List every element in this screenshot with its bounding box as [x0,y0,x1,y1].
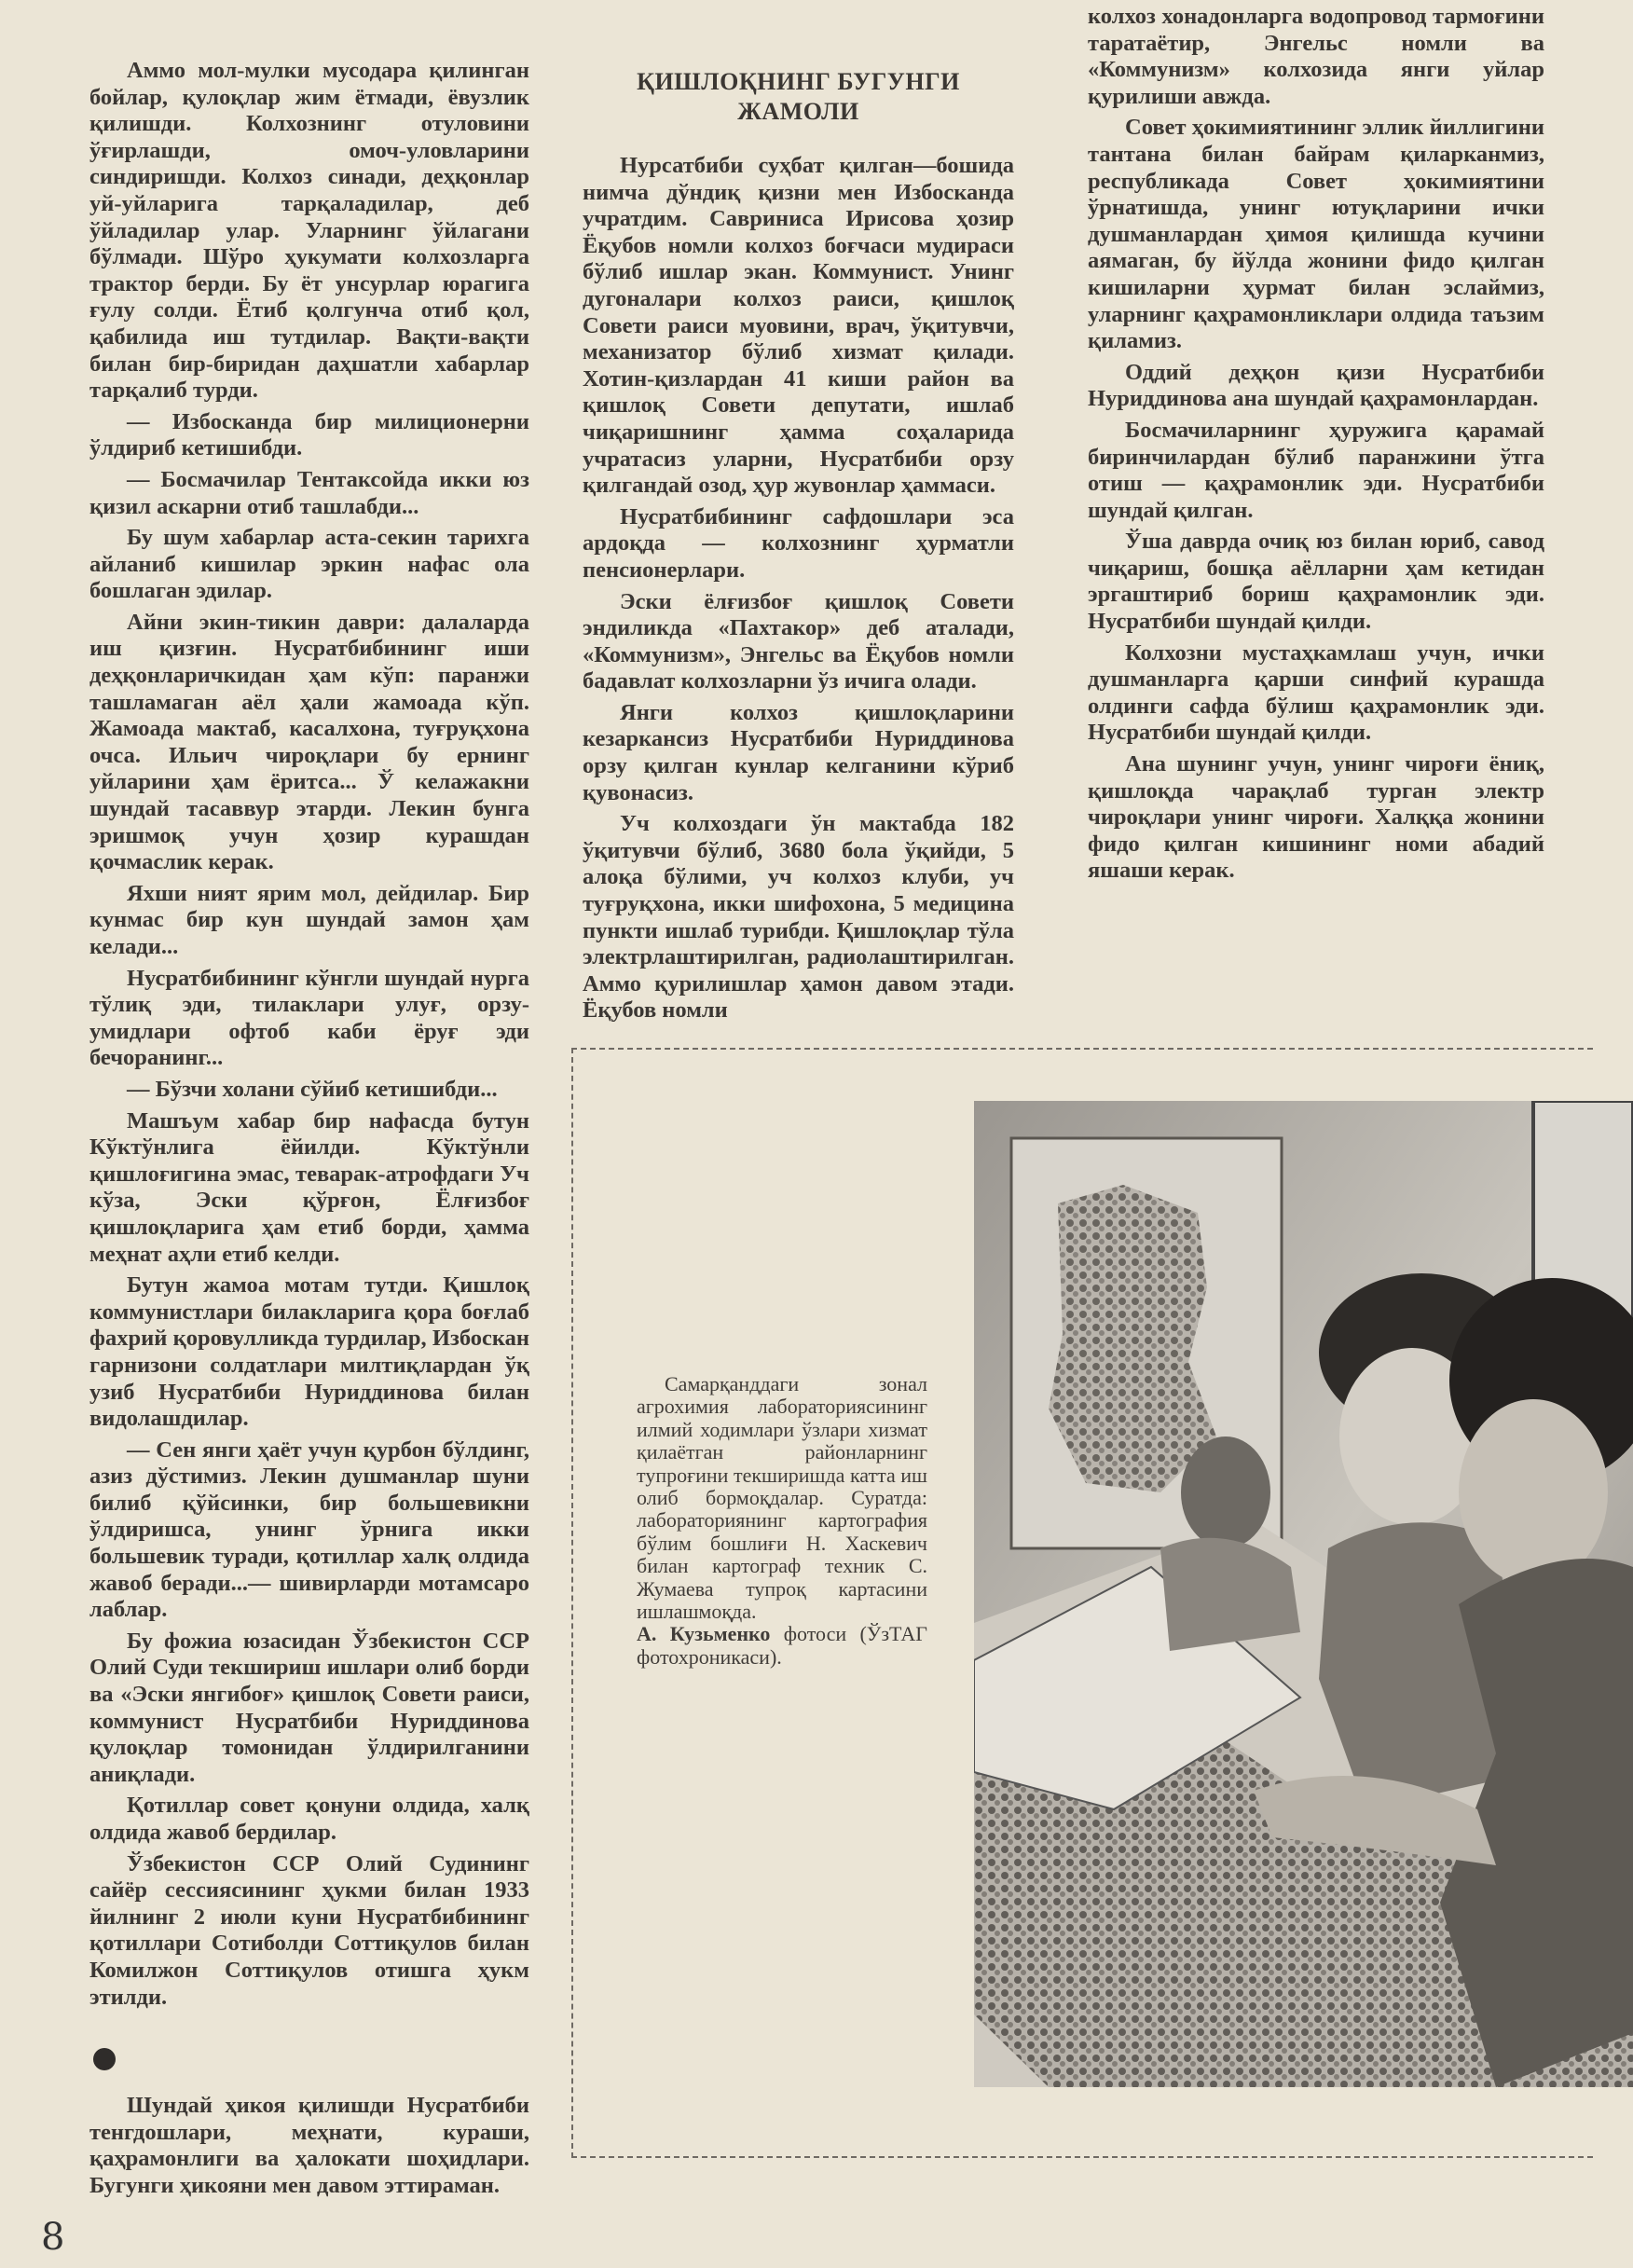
paragraph: Бутун жамоа мотам тутди. Қишлоқ коммунистлари билакларига қора боғлаб фахрий қоровулликда турдилар, Избоскан гарнизони солдатлари милтиқлардан ўқ узиб Нусратбиби Нуриддинова билан видолашдилар. [89,1272,529,1432]
laboratory-photo [974,1101,1633,2087]
section-bullet-icon [93,2048,116,2070]
paragraph: Нурсатбиби суҳбат қилган—бошида нимча дўндиқ қизни мен Избосканда учратдим. Савриниса Ирисова ҳозир Ёқубов номли колхоз боғчаси мудираси бўлиб ишлар экан. Коммунист. Унинг дугоналари колхоз раиси, қишлоқ Совети раиси муовини, врач, ўқитувчи, механизатор бўлиб хизмат қилади. Хотин-қизлардан 41 киши район ва қишлоқ Совети депутати, ишлаб чиқаришнинг ҳамма соҳаларида учратасиз уларни, Нусратбиби орзу қилгандай озод, ҳур жувонлар ҳаммаси. [583,153,1014,499]
page-number: 8 [41,2215,65,2259]
paragraph: Бу шум хабарлар аста-секин тарихга айланиб кишилар эркин нафас ола бошлаган эдилар. [89,525,529,604]
credit-source: фотоси (ЎзТАГ фотохроникаси). [637,1622,928,1669]
paragraph: Ўша даврда очиқ юз билан юриб, савод чиқариш, бошқа аёлларни ҳам кетидан эргаштириб бориш қаҳрамонлик эди. Нусратбиби шундай қилди. [1088,529,1544,635]
woman-right-face [1459,1399,1608,1586]
paragraph: Янги колхоз қишлоқларини кезаркансиз Нусратбиби Нуриддинова орзу қилган кунлар келганини кўриб қувонасиз. [583,699,1014,805]
title-line: ҚИШЛОҚНИНГ БУГУНГИ [637,68,960,95]
paragraph: Бу фожиа юзасидан Ўзбекистон ССР Олий Суди текшириш ишлари олиб борди ва «Эски янгибоғ» қишлоқ Совети раиси, коммунист Нусратбиби Нуриддинова қулоқлар томонидан ўлдирилганини аниқлади. [89,1628,529,1787]
paragraph: Нусратбибининг сафдошлари эса ардоқда — колхознинг ҳурматли пенсионерлари. [583,503,1014,583]
continued-paragraph: колхоз хонадонларга водопровод тармоғини таратаётир, Энгельс номли ва «Коммунизм» колхозида янги уйлар қурилиши авжда. [1088,4,1544,109]
paragraph: Айни экин-тикин даври: далаларда иш қизғин. Нусратбибининг иши деҳқонларичкидан ҳам кўп: паранжи ташламаган аёл ҳали жамоада кўп. Жамоада мактаб, касалхона, туғруқхона очса. Ильич чироқлари бу ернинг уйларини ҳам ёритса... Ў келажакни шундай тасаввур этарди. Лекин бунга эришмоқ учун ҳозир курашдан қочмаслик керак. [89,609,529,875]
paragraph: Яхши ният ярим мол, дейдилар. Бир кунмас бир кун шундай замон ҳам келади... [89,880,529,959]
right-column [1088,4,1544,889]
paragraph: Уч колхоздаги ўн мактабда 182 ўқитувчи бўлиб, 3680 бола ўқийди, 5 алоқа бўлими, уч колхоз клуби, уч туғруқхона, икки шифохона, 5 медицина пункти ишлаб турибди. Қишлоқлар тўла электрлаштирилган, радиолаштирилган. Аммо қурилишлар ҳамон давом этади. Ёқубов номли [583,811,1014,1024]
caption-text: Самарқанддаги зонал агрохимия лабораториясининг илмий ходимлари ўзлари хизмат қилаётган районларнинг тупроғини текширишда катта иш олиб бормоқдалар. Суратда: лабораториянинг картография бўлим бошлиғи Н. Хаскевич билан картограф техник С. Жумаева тупроқ картасини ишлашмоқда. [637,1372,927,1624]
paragraph: — Бўзчи холани сўйиб кетишибди... [127,1076,498,1102]
paragraph: Ана шунинг учун, унинг чироғи ёниқ, қишлоқда чарақлаб турган электр чироқлари унинг чироғи. Халққа жонини фидо қилган кишининг номи абадий яшаши керак. [1088,751,1544,884]
paragraph: Машъум хабар бир нафасда бутун Кўктўнлига ёйилди. Кўктўнли қишлоғигина эмас, теварак-атрофдаги Уч кўза, Эски қўрғон, Ёлғизбоғ қишлоқларига ҳам етиб борди, ҳамма меҳнат аҳли етиб келди. [89,1107,529,1267]
section-title [583,67,1014,127]
paragraph: Ўзбекистон ССР Олий Судининг сайёр сессиясининг ҳукми билан 1933 йилнинг 2 июли куни Нусратбибининг қотиллари Сотиболди Соттиқулов билан Комилжон Соттиқулов отишга ҳукм этилди. [89,1850,529,2010]
paragraph: Босмачиларнинг ҳуружига қарамай биринчилардан бўлиб паранжини ўтга отиш — қаҳрамонлик эди. Нусратбиби шундай қилган. [1088,417,1544,523]
left-column [89,58,529,2205]
paragraph: Оддий деҳқон қизи Нусратбиби Нуриддинова ана шундай қаҳрамонлардан. [1088,359,1544,412]
photo-caption [637,1373,927,1669]
photo-credit [637,1623,927,1669]
closing-paragraph: Шундай ҳикоя қилишди Нусратбиби тенгдошлари, меҳнати, кураши, қаҳрамонлиги ва ҳалокати шоҳидлари. Бугунги ҳикояни мен давом эттираман. [89,2093,529,2198]
paragraph: — Босмачилар Тентаксойда икки юз қизил аскарни отиб ташлабди... [89,466,529,519]
paragraph: Қотиллар совет қонуни олдида, халқ олдида жавоб бердилар. [89,1793,529,1845]
background-woman-head [1181,1436,1270,1548]
paragraph: Нусратбибининг кўнгли шундай нурга тўлиқ эди, тилаклари улуғ, орзу-умидлари офтоб каби ёруғ эди бечоранинг... [89,965,529,1071]
paragraph: Аммо мол-мулки мусодара қилинган бойлар, қулоқлар жим ётмади, ёвузлик қилишди. Колхознинг отуловини ўғирлашди, омоч-уловларини синдиришди. Колхоз синади, деҳқонлар уй-уйларига тарқаладилар, деб ўйладилар улар. Уларнинг ўйлагани бўлмади. Шўро ҳукумати колхозларга трактор берди. Бу ёт унсурлар юрагига ғулу солди. Ётиб қолгунча отиб қол, қабилида иш тутдилар. Вақти-вақти билан бир-биридан даҳшатли хабарлар тарқалиб турди. [89,58,529,404]
paragraph: Эски ёлғизбоғ қишлоқ Совети эндиликда «Пахтакор» деб аталади, «Коммунизм», Энгельс ва Ёқубов номли бадавлат колхозларни ўз ичига олади. [583,588,1014,694]
paragraph: — Сен янги ҳаёт учун қурбон бўлдинг, азиз дўстимиз. Лекин душманлар шуни билиб қўйсинки, бир большевикни ўлдиришса, унинг ўрнига икки большевик туради, қотиллар халқ олдида жавоб беради...— шивирларди мотамсаро лаблар. [89,1436,529,1623]
paragraph: — Избосканда бир милиционерни ўлдириб кетишибди. [89,408,529,461]
photographer-name: А. Кузьменко [637,1622,771,1646]
paragraph: Колхозни мустаҳкамлаш учун, ички душманларга қарши синфий курашда олдинги сафда бўлиш қаҳрамонлик эди. Нусратбиби шундай қилди. [1088,639,1544,746]
paragraph: Совет ҳокимиятининг эллик йиллигини тантана билан байрам қиларканмиз, республикада Совет ҳокимиятини ўрнатишда, унинг ютуқларини ички душманлардан ҳимоя қилишда кучини аямаган, бу йўлда жонини фидо қилган кишиларни ҳурмат билан эслаймиз, уларнинг қаҳрамонликлари олдида таъзим қиламиз. [1088,115,1544,354]
wall-map [1049,1185,1216,1492]
title-line: ЖАМОЛИ [737,98,859,125]
middle-column [583,58,1014,1029]
